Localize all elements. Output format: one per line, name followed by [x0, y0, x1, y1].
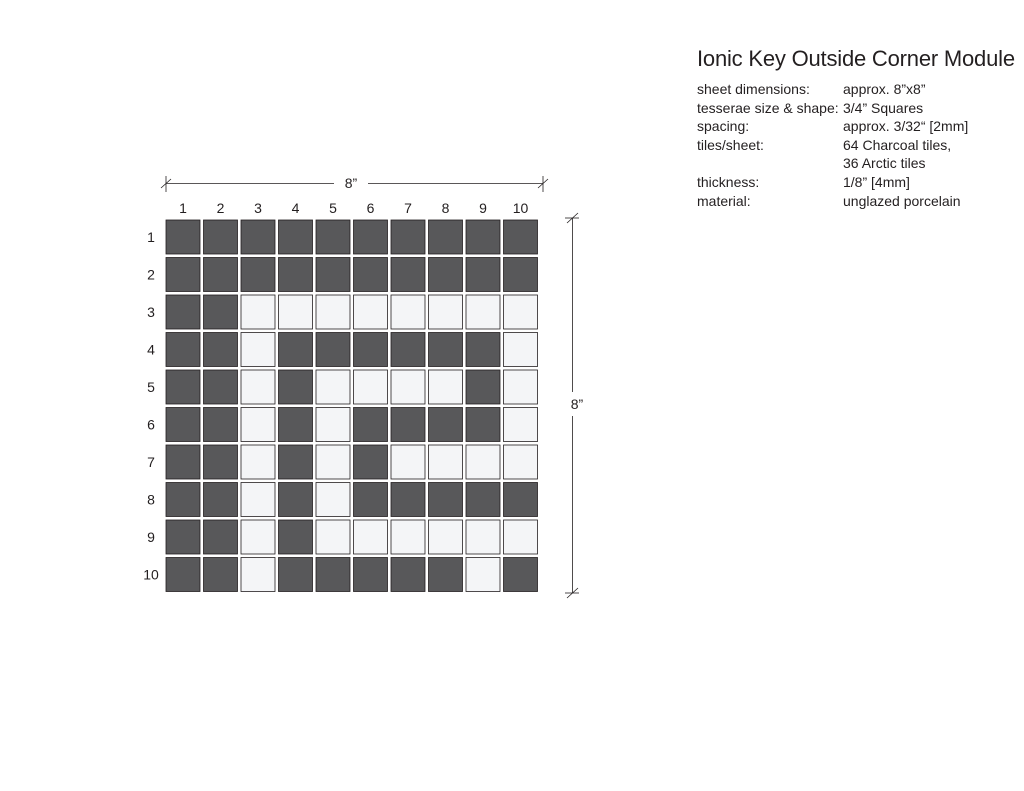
spec-panel	[697, 44, 1021, 210]
row-label: 3	[147, 304, 155, 320]
arctic-tile	[241, 558, 275, 592]
arctic-tile	[504, 520, 538, 554]
spec-label: tiles/sheet:	[697, 136, 764, 153]
column-label: 3	[254, 200, 262, 216]
arctic-tile	[504, 295, 538, 329]
arctic-tile	[241, 445, 275, 479]
column-label: 5	[329, 200, 337, 216]
spec-value: approx. 3/32“ [2mm]	[843, 118, 969, 135]
module-title: Ionic Key Outside Corner Module	[697, 46, 1015, 71]
charcoal-tile	[466, 483, 500, 517]
charcoal-tile	[279, 520, 313, 554]
spec-row-thickness	[697, 173, 1021, 192]
arctic-tile	[466, 445, 500, 479]
arctic-tile	[279, 295, 313, 329]
row-labels	[143, 229, 159, 583]
arctic-tile	[429, 520, 463, 554]
charcoal-tile	[316, 333, 350, 367]
row-label: 1	[147, 229, 155, 245]
arctic-tile	[504, 370, 538, 404]
arctic-tile	[241, 333, 275, 367]
charcoal-tile	[204, 558, 238, 592]
charcoal-tile	[429, 558, 463, 592]
arctic-tile	[241, 295, 275, 329]
arctic-tile	[316, 520, 350, 554]
charcoal-tile	[279, 370, 313, 404]
arctic-tile	[429, 295, 463, 329]
arctic-tile	[391, 370, 425, 404]
spec-row-spacing	[697, 117, 1021, 136]
charcoal-tile	[466, 370, 500, 404]
charcoal-tile	[466, 220, 500, 254]
arctic-tile	[316, 295, 350, 329]
charcoal-tile	[429, 258, 463, 292]
height-dimension-label: 8”	[570, 396, 584, 412]
column-label: 9	[479, 200, 487, 216]
charcoal-tile	[279, 558, 313, 592]
charcoal-tile	[316, 258, 350, 292]
row-label: 10	[143, 566, 159, 583]
spec-value: 1/8” [4mm]	[843, 173, 910, 190]
charcoal-tile	[279, 333, 313, 367]
row-label: 7	[147, 454, 155, 470]
spec-row-tiles-per-sheet	[697, 136, 1021, 173]
column-label: 8	[441, 200, 450, 216]
arctic-tile	[391, 520, 425, 554]
charcoal-tile	[504, 220, 538, 254]
charcoal-tile	[391, 483, 425, 517]
arctic-tile	[354, 295, 388, 329]
charcoal-tile	[204, 295, 238, 329]
charcoal-tile	[241, 258, 275, 292]
arctic-tile	[354, 370, 388, 404]
spec-value: 64 Charcoal tiles, 36 Arctic tiles	[843, 136, 952, 172]
column-label: 4	[291, 200, 300, 216]
arctic-tile	[241, 408, 275, 442]
spec-label: thickness:	[697, 173, 760, 190]
charcoal-tile	[316, 558, 350, 592]
charcoal-tile	[504, 258, 538, 292]
width-dimension-label: 8”	[344, 175, 358, 191]
charcoal-tile	[429, 483, 463, 517]
charcoal-tile	[241, 220, 275, 254]
arctic-tile	[316, 483, 350, 517]
charcoal-tile	[466, 408, 500, 442]
arctic-tile	[391, 445, 425, 479]
charcoal-tile	[204, 445, 238, 479]
spec-value: 3/4” Squares	[843, 99, 924, 116]
arctic-tile	[429, 445, 463, 479]
charcoal-tile	[354, 333, 388, 367]
charcoal-tile	[391, 558, 425, 592]
charcoal-tile	[354, 408, 388, 442]
spec-row-tesserae	[697, 99, 1021, 118]
row-label: 8	[147, 491, 155, 508]
arctic-tile	[316, 370, 350, 404]
spec-row-sheet-dimensions	[697, 80, 1021, 99]
charcoal-tile	[204, 408, 238, 442]
charcoal-tile	[166, 295, 200, 329]
charcoal-tile	[204, 370, 238, 404]
charcoal-tile	[316, 220, 350, 254]
spec-label: tesserae size & shape:	[697, 99, 839, 116]
charcoal-tile	[204, 220, 238, 254]
charcoal-tile	[504, 483, 538, 517]
arctic-tile	[241, 370, 275, 404]
arctic-tile	[241, 483, 275, 517]
arctic-tile	[504, 333, 538, 367]
charcoal-tile	[504, 558, 538, 592]
charcoal-tile	[466, 333, 500, 367]
spec-label: material:	[697, 192, 751, 209]
row-label: 4	[147, 341, 155, 358]
arctic-tile	[316, 445, 350, 479]
charcoal-tile	[429, 333, 463, 367]
arctic-tile	[316, 408, 350, 442]
charcoal-tile	[166, 483, 200, 517]
charcoal-tile	[166, 408, 200, 442]
column-label: 6	[366, 200, 375, 216]
arctic-tile	[429, 370, 463, 404]
spec-row-material	[697, 192, 1021, 211]
arctic-tile	[241, 520, 275, 554]
charcoal-tile	[279, 483, 313, 517]
charcoal-tile	[166, 558, 200, 592]
charcoal-tile	[391, 220, 425, 254]
charcoal-tile	[204, 258, 238, 292]
charcoal-tile	[166, 333, 200, 367]
charcoal-tile	[429, 408, 463, 442]
charcoal-tile	[354, 258, 388, 292]
column-label: 1	[179, 200, 187, 216]
charcoal-tile	[354, 558, 388, 592]
charcoal-tile	[166, 520, 200, 554]
charcoal-tile	[279, 220, 313, 254]
arctic-tile	[466, 558, 500, 592]
row-label: 6	[147, 416, 155, 433]
charcoal-tile	[204, 483, 238, 517]
charcoal-tile	[166, 370, 200, 404]
row-label: 9	[147, 529, 155, 545]
charcoal-tile	[354, 483, 388, 517]
spec-label: sheet dimensions:	[697, 81, 810, 97]
arctic-tile	[391, 295, 425, 329]
column-labels	[179, 200, 528, 216]
arctic-tile	[354, 520, 388, 554]
charcoal-tile	[279, 408, 313, 442]
row-label: 2	[147, 266, 155, 283]
charcoal-tile	[391, 333, 425, 367]
charcoal-tile	[466, 258, 500, 292]
column-label: 10	[512, 200, 529, 216]
charcoal-tile	[391, 258, 425, 292]
charcoal-tile	[354, 220, 388, 254]
spec-label: spacing:	[697, 118, 750, 135]
charcoal-tile	[279, 445, 313, 479]
arctic-tile	[504, 408, 538, 442]
column-label: 2	[216, 200, 225, 216]
charcoal-tile	[166, 220, 200, 254]
tile-grid	[166, 220, 538, 592]
column-label: 7	[404, 200, 412, 216]
charcoal-tile	[279, 258, 313, 292]
charcoal-tile	[429, 220, 463, 254]
charcoal-tile	[354, 445, 388, 479]
charcoal-tile	[204, 520, 238, 554]
arctic-tile	[466, 295, 500, 329]
spec-value: approx. 8”x8”	[843, 81, 926, 97]
arctic-tile	[504, 445, 538, 479]
charcoal-tile	[166, 258, 200, 292]
charcoal-tile	[204, 333, 238, 367]
arctic-tile	[466, 520, 500, 554]
charcoal-tile	[166, 445, 200, 479]
charcoal-tile	[391, 408, 425, 442]
row-label: 5	[147, 379, 155, 395]
spec-value: unglazed porcelain	[843, 192, 961, 209]
